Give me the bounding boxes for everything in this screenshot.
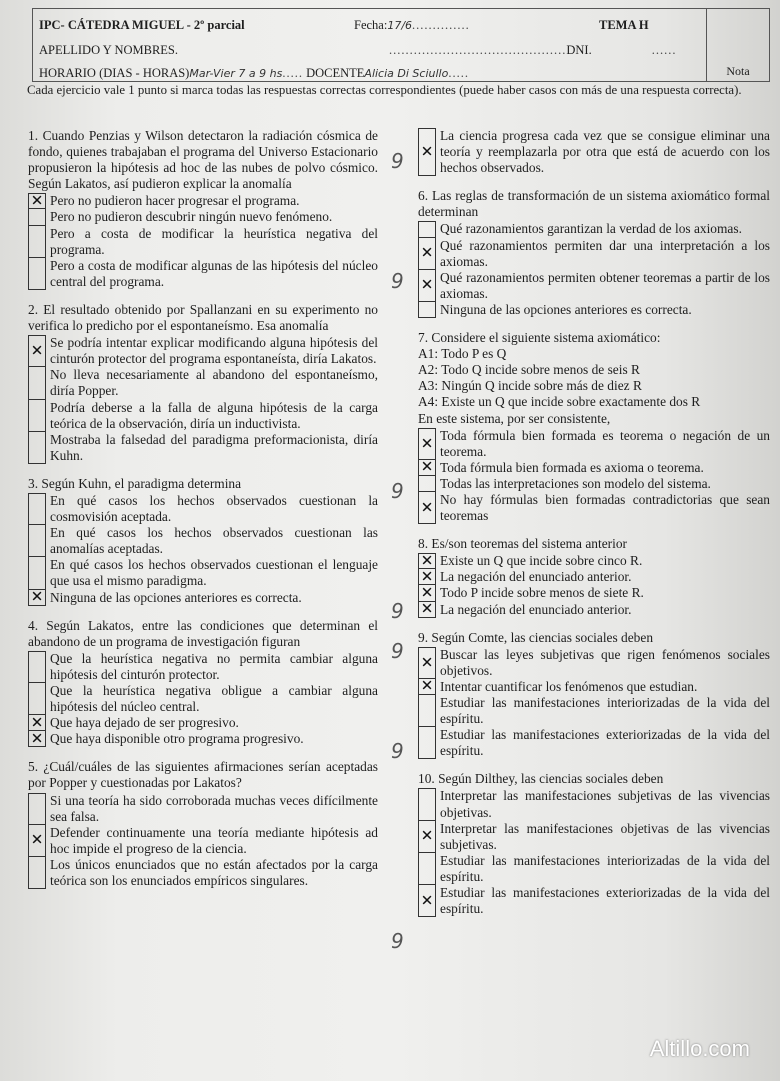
answer-option[interactable] — [418, 492, 770, 524]
option-text: Intentar cuantificar los fenómenos que estudian. — [440, 678, 698, 694]
answer-option[interactable] — [418, 221, 770, 237]
option-text: Estudiar las manifestaciones exteriorizadas de la vida del espíritu. — [440, 885, 770, 917]
answer-option[interactable] — [418, 788, 770, 820]
question-3 — [28, 618, 378, 748]
answer-option[interactable] — [28, 367, 378, 399]
answer-option[interactable] — [28, 731, 378, 747]
checkbox-icon[interactable] — [28, 525, 46, 557]
option-text: Defender continuamente una teoría mediante hipótesis ad hoc impide el progreso de la ciencia. — [50, 824, 378, 856]
answer-option[interactable] — [418, 679, 770, 695]
docente-value: Alicia Di Sciullo — [364, 67, 449, 80]
option-text: Estudiar las manifestaciones exteriorizadas de la vida del espíritu. — [440, 727, 770, 759]
checkbox-icon[interactable] — [28, 651, 46, 683]
option-text: Qué razonamientos permiten obtener teoremas a partir de los axiomas. — [440, 269, 770, 301]
checkbox-icon[interactable] — [28, 367, 46, 399]
option-text: La negación del enunciado anterior. — [440, 569, 632, 585]
question-stem: 5. ¿Cuál/cuáles de las siguientes afirmaciones serían aceptadas por Popper y cuestionadas por Lakatos? — [28, 759, 378, 791]
checkbox-icon[interactable] — [28, 432, 46, 464]
option-text: Los únicos enunciados que no están afectados por la carga teórica son los enunciados empíricos singulares. — [50, 856, 378, 889]
checkbox-icon[interactable] — [28, 226, 46, 258]
question-stem: 6. Las reglas de transformación de un sistema axiomático formal determinan — [418, 188, 770, 220]
answer-option[interactable] — [418, 476, 770, 492]
grade-mark: 9 — [391, 739, 404, 763]
option-text: Buscar las leyes subjetivas que rigen fenómenos sociales objetivos. — [440, 646, 770, 678]
answer-option[interactable] — [418, 569, 770, 585]
checkbox-icon[interactable] — [28, 209, 46, 225]
answer-option[interactable] — [28, 825, 378, 857]
answer-option[interactable] — [28, 590, 378, 606]
answer-option[interactable] — [418, 821, 770, 853]
question-stem: 2. El resultado obtenido por Spallanzani en su experimento no verifica lo predicho por el espontaneísmo. Esa anomalía — [28, 301, 378, 334]
checkbox-icon[interactable] — [418, 727, 436, 759]
option-text: En qué casos los hechos observados cuestionan las anomalías aceptadas. — [50, 525, 378, 557]
option-text: Toda fórmula bien formada es axioma o teorema. — [440, 459, 704, 475]
option-text: Pero no pudieron hacer progresar el programa. — [50, 193, 300, 209]
answer-option[interactable] — [28, 857, 378, 889]
option-text: Que la heurística negativa obligue a cambiar alguna hipótesis del núcleo central. — [50, 683, 378, 715]
answer-option[interactable] — [418, 238, 770, 270]
option-text: Qué razonamientos permiten dar una interpretación a los axiomas. — [440, 237, 770, 269]
right-column — [418, 128, 770, 917]
answer-option[interactable] — [418, 647, 770, 679]
question-6 — [418, 188, 770, 318]
option-text: Pero no pudieron descubrir ningún nuevo fenómeno. — [50, 209, 333, 225]
checkbox-icon[interactable] — [418, 695, 436, 727]
checkbox-icon[interactable] — [418, 853, 436, 885]
option-text: Se podría intentar explicar modificando alguna hipótesis del cinturón protector del programa espontaneísta, diría Lakatos. — [50, 335, 378, 367]
checked-box-icon[interactable] — [28, 731, 46, 747]
answer-option[interactable] — [28, 258, 378, 290]
checked-box-icon[interactable] — [28, 335, 46, 367]
question-stem: 10. Según Dilthey, las ciencias sociales deben — [418, 771, 664, 787]
grade-mark: 9 — [391, 149, 404, 173]
answer-option[interactable] — [418, 553, 770, 569]
checkbox-icon[interactable] — [28, 857, 46, 889]
checked-box-icon[interactable] — [418, 602, 436, 618]
option-text: Ninguna de las opciones anteriores es correcta. — [440, 301, 692, 317]
horario-value: Mar-Vier 7 a 9 hs — [189, 67, 283, 80]
instructions: Cada ejercicio vale 1 punto si marca todas las respuestas correctas correspondientes (puede haber casos con más de una respuesta correcta). — [27, 83, 742, 97]
exam-header: IPC- CÁTEDRA MIGUEL - 2º parcial Fecha:17/6.............. TEMA H APELLIDO Y NOMBRES. ...........................................DNI. ...... HORARIO (DIAS - HORAS)Mar-Vier 7 a 9 hs..... DOCENTEAlicia Di Sciullo..... Nota — [32, 8, 770, 82]
answer-option[interactable] — [418, 428, 770, 460]
question-1 — [28, 302, 378, 464]
checked-box-icon[interactable] — [418, 492, 436, 524]
question-7 — [418, 330, 770, 524]
horario-label: HORARIO (DIAS - HORAS) — [39, 66, 190, 80]
question-stem: 7. Considere el siguiente sistema axiomático: A1: Todo P es Q A2: Todo Q incide sobre menos de seis R A3: Ningún Q incide sobre más de diez R A4: Existe un Q que incide sobre exactamente dos R En este sistema, por ser consistente, — [418, 330, 701, 426]
option-text: Interpretar las manifestaciones subjetivas de las vivencias objetivas. — [440, 788, 770, 820]
answer-option[interactable] — [28, 335, 378, 367]
option-text: Que haya dejado de ser progresivo. — [50, 715, 239, 731]
answer-option[interactable] — [418, 128, 770, 176]
fecha-label: Fecha: — [354, 18, 388, 32]
option-text: La ciencia progresa cada vez que se consigue eliminar una teoría y reemplazarla por otra que está de acuerdo con los hechos observados. — [440, 128, 770, 176]
answer-option[interactable] — [28, 226, 378, 258]
checkbox-icon[interactable] — [28, 493, 46, 525]
checkbox-icon[interactable] — [418, 221, 436, 237]
option-text: Podría deberse a la falla de alguna hipótesis de la carga teórica de la observación, diría un inductivista. — [50, 399, 378, 431]
question-9 — [418, 630, 770, 760]
grade-mark: 9 — [391, 269, 404, 293]
option-text: Existe un Q que incide sobre cinco R. — [440, 553, 643, 569]
question-stem: 3. Según Kuhn, el paradigma determina — [28, 475, 242, 491]
watermark: Altillo.com — [649, 1035, 750, 1061]
checkbox-icon[interactable] — [28, 557, 46, 589]
checked-box-icon[interactable] — [28, 590, 46, 606]
checked-box-icon[interactable] — [418, 428, 436, 460]
option-text: Toda fórmula bien formada es teorema o negación de un teorema. — [440, 427, 770, 459]
question-5 — [418, 128, 770, 176]
option-text: No hay fórmulas bien formadas contradictorias que sean teoremas — [440, 491, 770, 524]
answer-option[interactable] — [28, 651, 378, 683]
option-text: Qué razonamientos garantizan la verdad de los axiomas. — [440, 221, 742, 237]
answer-option[interactable] — [28, 493, 378, 525]
answer-option[interactable] — [418, 853, 770, 885]
checked-box-icon[interactable] — [418, 821, 436, 853]
answer-option[interactable] — [28, 557, 378, 589]
option-text: Interpretar las manifestaciones objetivas de las vivencias subjetivas. — [440, 820, 770, 852]
question-stem: 8. Es/son teoremas del sistema anterior — [418, 536, 627, 552]
checkbox-icon[interactable] — [418, 476, 436, 492]
fecha-value: 17/6 — [387, 19, 413, 32]
answer-option[interactable] — [28, 683, 378, 715]
answer-option[interactable] — [28, 525, 378, 557]
option-text: Mostraba la falsedad del paradigma preformacionista, diría Kuhn. — [50, 431, 378, 463]
answer-option[interactable] — [28, 715, 378, 731]
checked-box-icon[interactable] — [28, 825, 46, 857]
question-2 — [28, 476, 378, 606]
checked-box-icon[interactable] — [418, 647, 436, 679]
course-title: IPC- CÁTEDRA MIGUEL - 2º parcial — [39, 18, 245, 32]
left-column — [28, 128, 378, 889]
checkbox-icon[interactable] — [418, 788, 436, 820]
checked-box-icon[interactable] — [418, 679, 436, 695]
checkbox-icon[interactable] — [28, 683, 46, 715]
answer-option[interactable] — [28, 209, 378, 225]
checked-box-icon[interactable] — [418, 460, 436, 476]
grade-mark: 9 — [391, 599, 404, 623]
answer-option[interactable] — [418, 270, 770, 302]
answer-option[interactable] — [418, 727, 770, 759]
option-text: Pero a costa de modificar la heurística negativa del programa. — [50, 225, 378, 257]
question-stem: 4. Según Lakatos, entre las condiciones que determinan el abandono de un programa de investigación figuran — [28, 617, 378, 649]
option-text: Si una teoría ha sido corroborada muchas veces difícilmente sea falsa. — [50, 792, 378, 824]
docente-label: DOCENTE — [306, 66, 365, 80]
question-0 — [28, 128, 378, 290]
grade-mark: 9 — [391, 639, 404, 663]
checked-box-icon[interactable] — [418, 885, 436, 917]
apellido-label: APELLIDO Y NOMBRES. — [39, 43, 179, 57]
option-text: Ninguna de las opciones anteriores es correcta. — [50, 589, 302, 605]
nota-label: Nota — [726, 63, 750, 78]
option-text: La negación del enunciado anterior. — [440, 601, 632, 617]
answer-option[interactable] — [28, 400, 378, 432]
answer-option[interactable] — [418, 585, 770, 601]
dni-label: DNI. — [566, 43, 592, 57]
question-stem: 1. Cuando Penzias y Wilson detectaron la radiación cósmica de fondo, quienes trabajaban el programa del Universo Estacionario propusieron la hipótesis ad hoc de las nubes de polvo cósmico. Según Lakatos, así pudieron explicar la anomalía — [28, 128, 378, 192]
option-text: Todo P incide sobre menos de siete R. — [440, 585, 644, 601]
option-text: Que haya disponible otro programa progresivo. — [50, 731, 304, 747]
checkbox-icon[interactable] — [28, 400, 46, 432]
checked-box-icon[interactable] — [418, 270, 436, 302]
checked-box-icon[interactable] — [418, 128, 436, 176]
option-text: Que la heurística negativa no permita cambiar alguna hipótesis del cinturón protector. — [50, 650, 378, 682]
checkbox-icon[interactable] — [418, 302, 436, 318]
answer-option[interactable] — [418, 885, 770, 917]
option-text: Estudiar las manifestaciones interiorizadas de la vida del espíritu. — [440, 852, 770, 884]
answer-option[interactable] — [418, 460, 770, 476]
question-stem: 9. Según Comte, las ciencias sociales deben — [418, 629, 654, 645]
option-text: Estudiar las manifestaciones interiorizadas de la vida del espíritu. — [440, 695, 770, 727]
grade-mark: 9 — [391, 479, 404, 503]
option-text: Pero a costa de modificar algunas de las hipótesis del núcleo central del programa. — [50, 257, 378, 289]
grade-mark: 9 — [391, 929, 404, 953]
answer-option[interactable] — [418, 602, 770, 618]
option-text: En qué casos los hechos observados cuestionan el lenguaje que usa el mismo paradigma. — [50, 557, 378, 589]
tema-label: TEMA H — [599, 18, 649, 32]
answer-option[interactable] — [418, 302, 770, 318]
answer-option[interactable] — [28, 193, 378, 209]
option-text: Todas las interpretaciones son modelo del sistema. — [440, 475, 711, 491]
answer-option[interactable] — [418, 695, 770, 727]
checked-box-icon[interactable] — [418, 238, 436, 270]
answer-option[interactable] — [28, 432, 378, 464]
question-8 — [418, 536, 770, 617]
question-4 — [28, 759, 378, 889]
option-text: No lleva necesariamente al abandono del espontaneísmo, diría Popper. — [50, 367, 378, 399]
checkbox-icon[interactable] — [28, 258, 46, 290]
option-text: En qué casos los hechos observados cuestionan la cosmovisión aceptada. — [50, 492, 378, 525]
checked-box-icon[interactable] — [28, 193, 46, 209]
answer-option[interactable] — [28, 793, 378, 825]
question-10 — [418, 771, 770, 917]
checkbox-icon[interactable] — [28, 793, 46, 825]
